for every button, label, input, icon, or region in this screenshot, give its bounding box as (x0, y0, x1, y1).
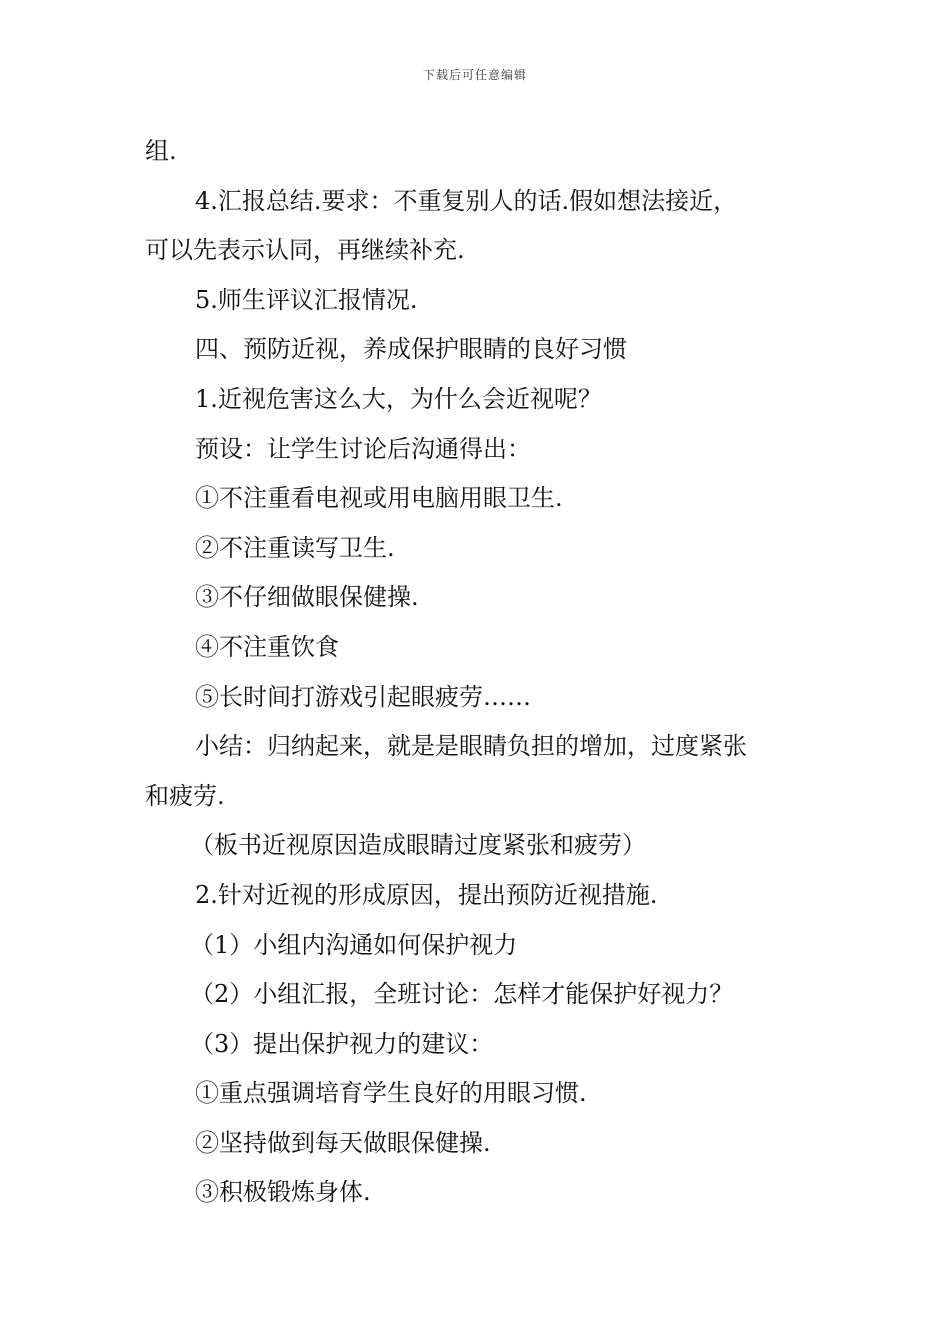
paragraph-line: 预设：让学生讨论后沟通得出： (195, 434, 531, 463)
list-item: ①重点强调培育学生良好的用眼习惯. (195, 1079, 587, 1108)
list-item: ③不仔细做眼保健操. (195, 583, 419, 612)
list-item: ⑤长时间打游戏引起眼疲劳…… (195, 682, 531, 711)
paragraph-line: （板书近视原因造成眼睛过度紧张和疲劳） (190, 831, 646, 860)
list-item: ②坚持做到每天做眼保健操. (195, 1128, 491, 1157)
paragraph-line: 2.针对近视的形成原因，提出预防近视措施. (195, 880, 658, 909)
section-heading: 四、预防近视，养成保护眼睛的良好习惯 (195, 335, 627, 364)
paragraph-line: 组. (145, 137, 177, 165)
list-item: （3）提出保护视力的建议： (190, 1029, 494, 1058)
list-item: ②不注重读写卫生. (195, 533, 395, 562)
paragraph-line: 4.汇报总结.要求：不重复别人的话.假如想法接近， (195, 186, 738, 215)
paragraph-line: 小结：归纳起来，就是是眼睛负担的增加，过度紧张 (195, 732, 747, 761)
paragraph-line: 1.近视危害这么大，为什么会近视呢？ (195, 384, 602, 413)
list-item: ①不注重看电视或用电脑用眼卫生. (195, 484, 563, 513)
page-header: 下载后可任意编辑 (422, 68, 527, 82)
list-item: ④不注重饮食 (195, 632, 339, 661)
list-item: （2）小组汇报，全班讨论：怎样才能保护好视力？ (190, 980, 734, 1009)
document-body (145, 127, 810, 1218)
list-item: （1）小组内沟通如何保护视力 (190, 930, 518, 959)
paragraph-line: 可以先表示认同，再继续补充. (145, 236, 465, 265)
paragraph-line: 5.师生评议汇报情况. (195, 285, 418, 314)
paragraph-line: 和疲劳. (145, 781, 225, 810)
list-item: ③积极锻炼身体. (195, 1178, 371, 1207)
